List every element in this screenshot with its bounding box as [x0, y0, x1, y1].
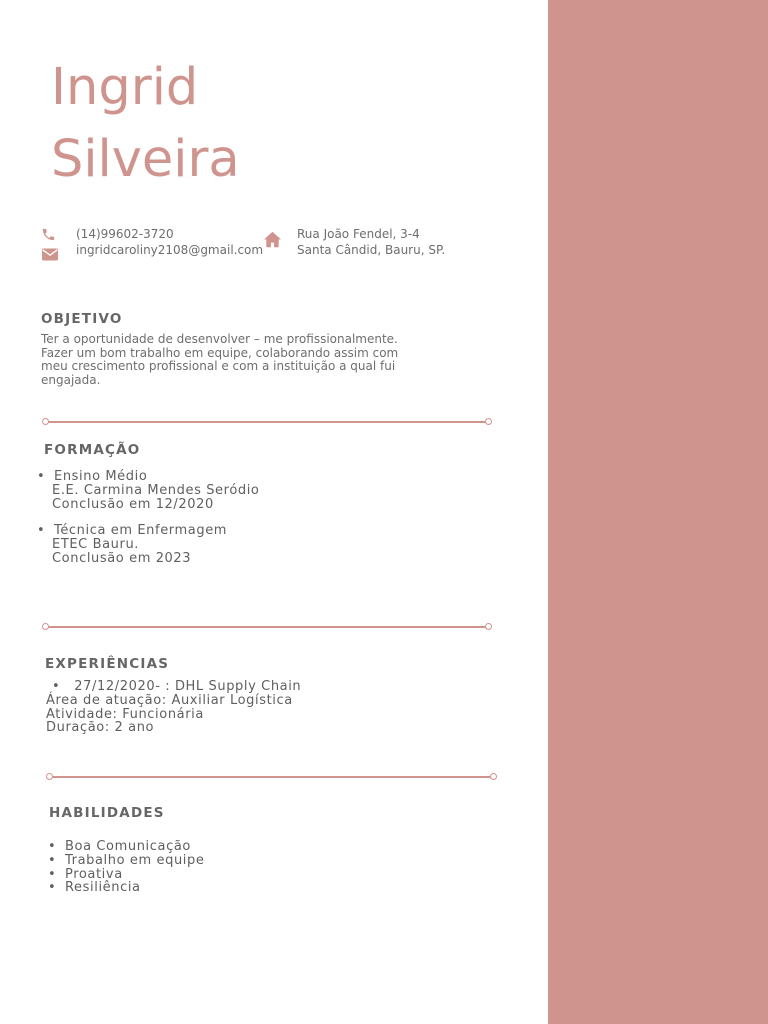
home-icon	[263, 231, 282, 252]
objetivo-line: engajada.	[41, 372, 101, 387]
bullet: •	[37, 523, 46, 538]
objetivo-line: meu crescimento profissional e com a instituição a qual fui	[41, 359, 396, 374]
experience-item	[46, 680, 301, 735]
school-name: E.E. Carmina Mendes Seródio	[52, 482, 260, 498]
conclusion-date: Conclusão em 12/2020	[52, 496, 214, 512]
conclusion-date: Conclusão em 2023	[52, 550, 192, 566]
section-divider	[42, 417, 492, 427]
objetivo-title: OBJETIVO	[41, 311, 123, 327]
contact-address	[297, 227, 445, 258]
address-line-1: Rua João Fendel, 3-4	[297, 227, 420, 241]
skill-item: • Trabalho em equipe	[45, 854, 204, 868]
email-icon	[42, 246, 58, 265]
education-item	[37, 469, 260, 512]
skills-list	[45, 840, 204, 895]
skill-item: • Boa Comunicação	[45, 840, 204, 854]
full-name	[51, 52, 240, 196]
objetivo-line: Ter a oportunidade de desenvolver – me profissionalmente.	[41, 332, 398, 346]
contact-phone-email	[76, 227, 263, 258]
experience-duration: Duração: 2 ano	[46, 720, 155, 736]
last-name: Silveira	[51, 130, 240, 189]
experience-activity: Atividade: Funcionária	[46, 706, 204, 722]
email-text: ingridcaroliny2108@gmail.com	[76, 242, 264, 257]
side-panel	[548, 0, 768, 1024]
section-divider	[46, 772, 497, 782]
school-name: ETEC Bauru.	[52, 536, 140, 552]
habilidades-title: HABILIDADES	[49, 805, 165, 821]
first-name: Ingrid	[51, 58, 199, 117]
skill-item: • Proativa	[45, 868, 204, 882]
objetivo-text	[41, 333, 398, 387]
objetivo-line: Fazer um bom trabalho em equipe, colaborando assim com	[41, 345, 399, 360]
section-divider	[42, 622, 492, 632]
formacao-title: FORMAÇÃO	[44, 442, 141, 458]
course-name: Ensino Médio	[54, 469, 148, 484]
experience-header	[46, 680, 301, 694]
experience-area: Área de atuação: Auxiliar Logística	[46, 692, 293, 708]
phone-icon	[41, 226, 56, 247]
phone-text: (14)99602-3720	[76, 227, 174, 241]
experiencias-title: EXPERIÊNCIAS	[45, 656, 170, 672]
bullet: •	[52, 679, 61, 694]
address-line-2: Santa Cândid, Bauru, SP.	[297, 242, 446, 257]
skill-item: • Resiliência	[45, 881, 204, 895]
education-item	[37, 523, 228, 566]
course-name: Técnica em Enfermagem	[54, 523, 228, 538]
experience-company: 27/12/2020- : DHL Supply Chain	[74, 679, 302, 694]
bullet: •	[37, 469, 46, 484]
